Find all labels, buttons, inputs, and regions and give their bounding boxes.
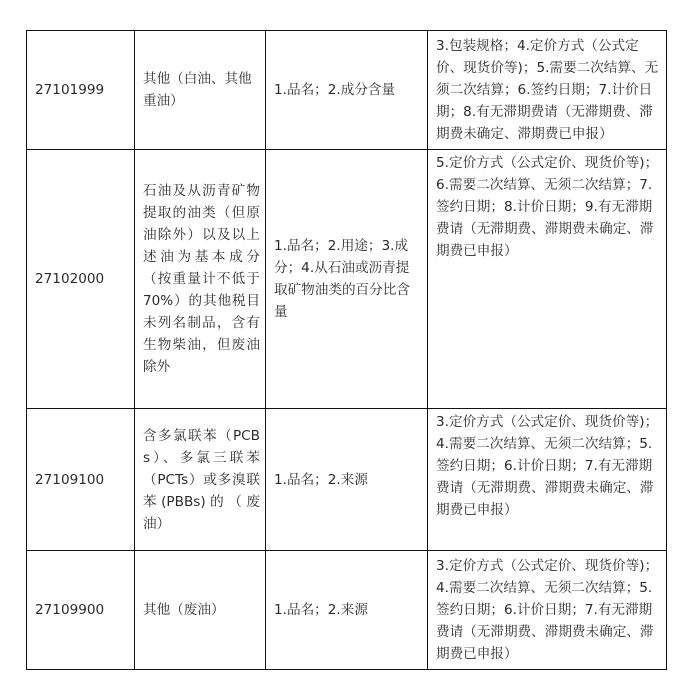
other-elements-cell: 3.定价方式（公式定价、现货价等)；4.需要二次结算、无须二次结算；5.签约日期；6.计价日期；7.有无滞期费请（无滞期费、滞期费未确定、滞期费已申报） bbox=[428, 409, 667, 551]
table-row bbox=[27, 150, 667, 409]
hs-code-cell: 27101999 bbox=[27, 31, 135, 150]
product-name-cell: 其他（废油） bbox=[135, 551, 266, 670]
required-elements-cell: 1.品名；2.来源 bbox=[266, 409, 428, 551]
other-elements-cell: 3.包装规格；4.定价方式（公式定价、现货价等)；5.需要二次结算、无须二次结算；6.签约日期；7.计价日期；8.有无滞期费请（无滞期费、滞期费未确定、滞期费已申报） bbox=[428, 31, 667, 150]
product-name-cell: 其他（白油、其他重油） bbox=[135, 31, 266, 150]
required-elements-cell: 1.品名；2.成分含量 bbox=[266, 31, 428, 150]
product-name-cell: 含多氯联苯（PCBs）、多氯三联苯（PCTs）或多溴联苯(PBBs)的（废油） bbox=[135, 409, 266, 551]
declaration-elements-table bbox=[26, 30, 667, 670]
hs-code-cell: 27109900 bbox=[27, 551, 135, 670]
other-elements-cell: 5.定价方式（公式定价、现货价等)；6.需要二次结算、无须二次结算；7.签约日期；8.计价日期；9.有无滞期费请（无滞期费、滞期费未确定、滞期费已申报） bbox=[428, 150, 667, 409]
other-elements-cell: 3.定价方式（公式定价、现货价等)；4.需要二次结算、无须二次结算；5.签约日期；6.计价日期；7.有无滞期费请（无滞期费、滞期费未确定、滞期费已申报） bbox=[428, 551, 667, 670]
hs-code-cell: 27102000 bbox=[27, 150, 135, 409]
table-row bbox=[27, 409, 667, 551]
product-name-cell: 石油及从沥青矿物提取的油类（但原油除外）以及以上述油为基本成分（按重量计不低于 70%）的其他税目未列名制品，含有生物柴油，但废油除外 bbox=[135, 150, 266, 409]
hs-code-cell: 27109100 bbox=[27, 409, 135, 551]
table-row bbox=[27, 31, 667, 150]
table-row bbox=[27, 551, 667, 670]
required-elements-cell: 1.品名；2.用途；3.成分；4.从石油或沥青提取矿物油类的百分比含量 bbox=[266, 150, 428, 409]
required-elements-cell: 1.品名；2.来源 bbox=[266, 551, 428, 670]
